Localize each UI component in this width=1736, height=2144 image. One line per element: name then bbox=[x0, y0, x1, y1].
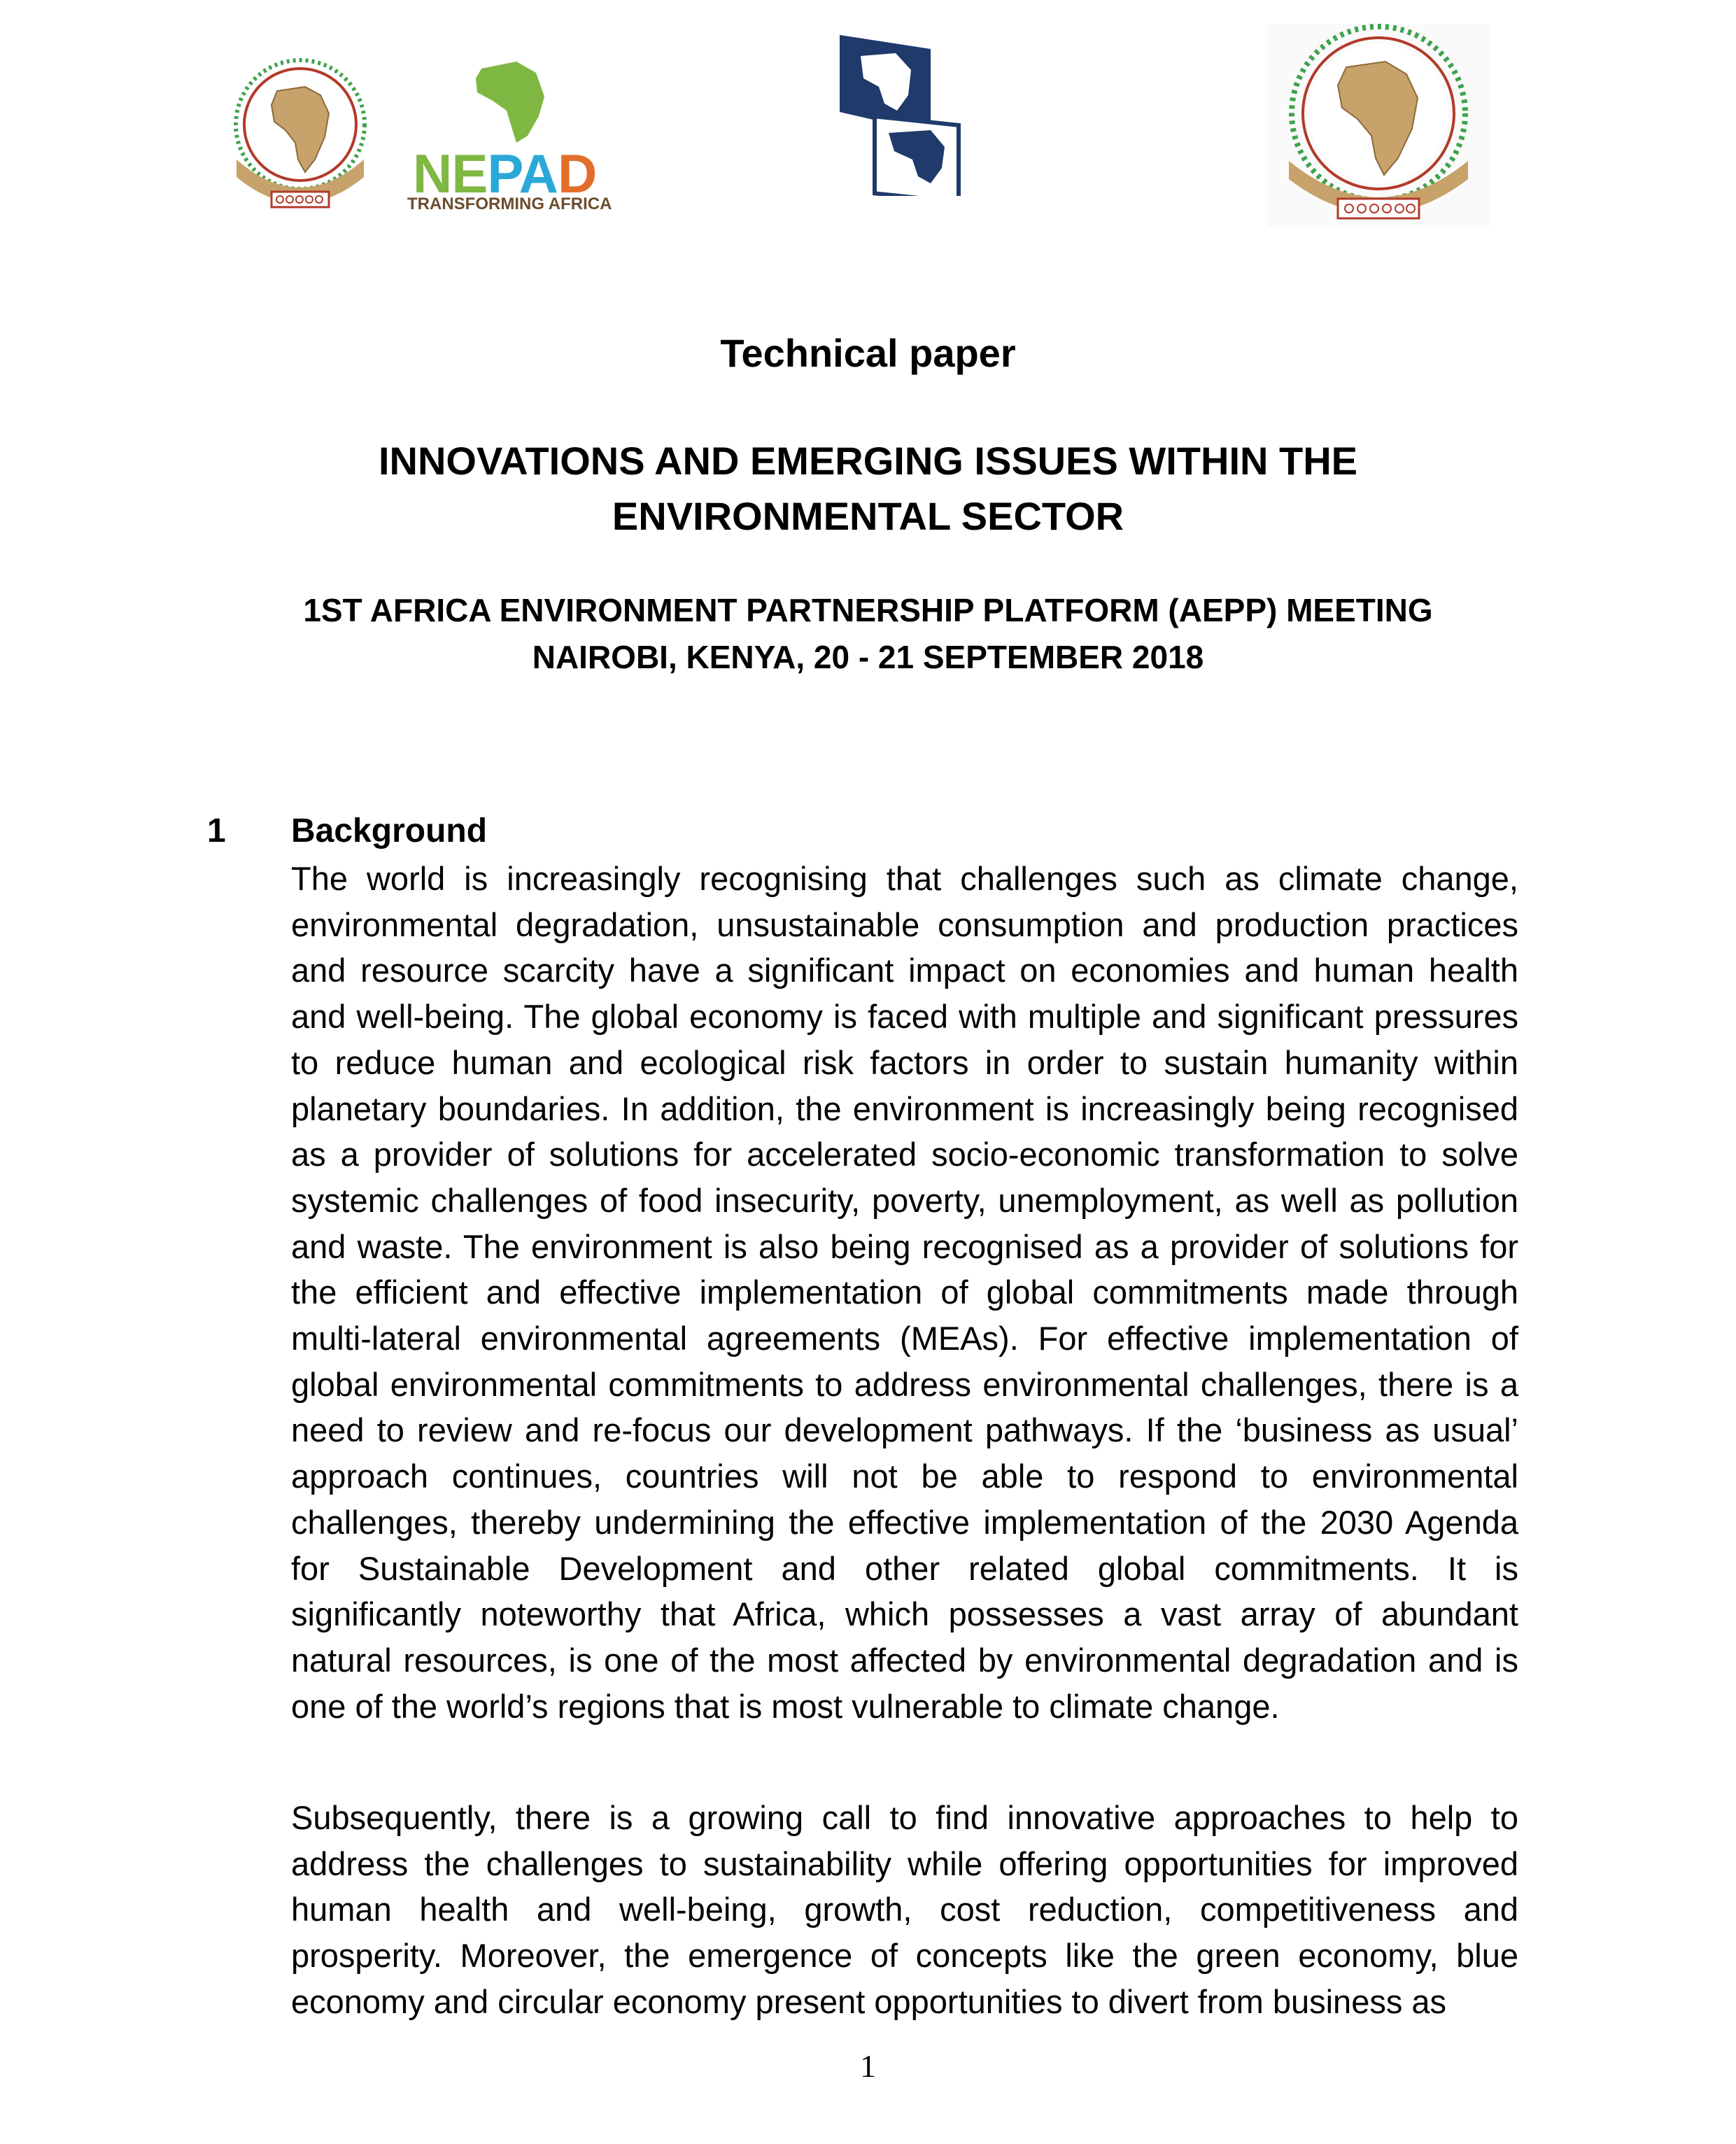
section-number: 1 bbox=[207, 812, 226, 849]
document-type: Technical paper bbox=[720, 331, 1016, 375]
document-title-line-1: INNOVATIONS AND EMERGING ISSUES WITHIN THE bbox=[378, 439, 1357, 483]
meeting-name: 1ST AFRICA ENVIRONMENT PARTNERSHIP PLATFORM (AEPP) MEETING bbox=[303, 592, 1433, 628]
page-number: 1 bbox=[860, 2048, 876, 2084]
nepad-tagline: TRANSFORMING AFRICA bbox=[407, 195, 612, 213]
nepad-wordmark: NEPAD bbox=[413, 143, 597, 204]
body-paragraph: Subsequently, there is a growing call to find innovative approaches to help to address the challenges to sustainability while offering opportunities for improved human health and well-being, growth, cost reduction, competitiveness and prosperity. Moreover, the emergence of concepts like the green economy, blue economy and circular economy present opportunities to divert from business as bbox=[291, 1799, 1518, 2020]
meeting-location-date: NAIROBI, KENYA, 20 - 21 SEPTEMBER 2018 bbox=[532, 639, 1204, 675]
african-union-emblem-right-icon bbox=[1268, 24, 1489, 227]
african-union-emblem-left-icon bbox=[223, 55, 378, 223]
nepad-logo bbox=[406, 55, 630, 223]
nepad-africa-map-icon bbox=[467, 55, 558, 146]
body-paragraph: The world is increasingly recognising that challenges such as climate change, environmental degradation, unsustainable consumption and production practices and resource scarcity have a significant impact on economies and human health and well-being. The global economy is faced with multiple and significant pressures to reduce human and ecological risk factors in order to sustain humanity within planetary boundaries. In addition, the environment is increasingly being recognised as a provider of solutions for accelerated socio-economic transformation to solve systemic challenges of food insecurity, poverty, unemployment, as well as pollution and waste. The environment is also being recognised as a provider of solutions for the efficient and effective implementation of global commitments made through multi-lateral environmental agreements (MEAs). For effective implementation of global environmental commitments to address environmental challenges, there is a need to review and re-focus our development pathways. If the ‘business as usual’ approach continues, countries will not be able to respond to environmental challenges, thereby undermining the effective implementation of the 2030 Agenda for Sustainable Development and other related global commitments. It is significantly noteworthy that Africa, which possesses a vast array of abundant natural resources, is one of the most affected by environmental degradation and is one of the world’s regions that is most vulnerable to climate change. bbox=[291, 860, 1518, 1725]
section-title: Background bbox=[291, 812, 488, 849]
document-title-line-2: ENVIRONMENTAL SECTOR bbox=[612, 494, 1124, 538]
africa-map-logo-center-icon bbox=[833, 28, 966, 196]
